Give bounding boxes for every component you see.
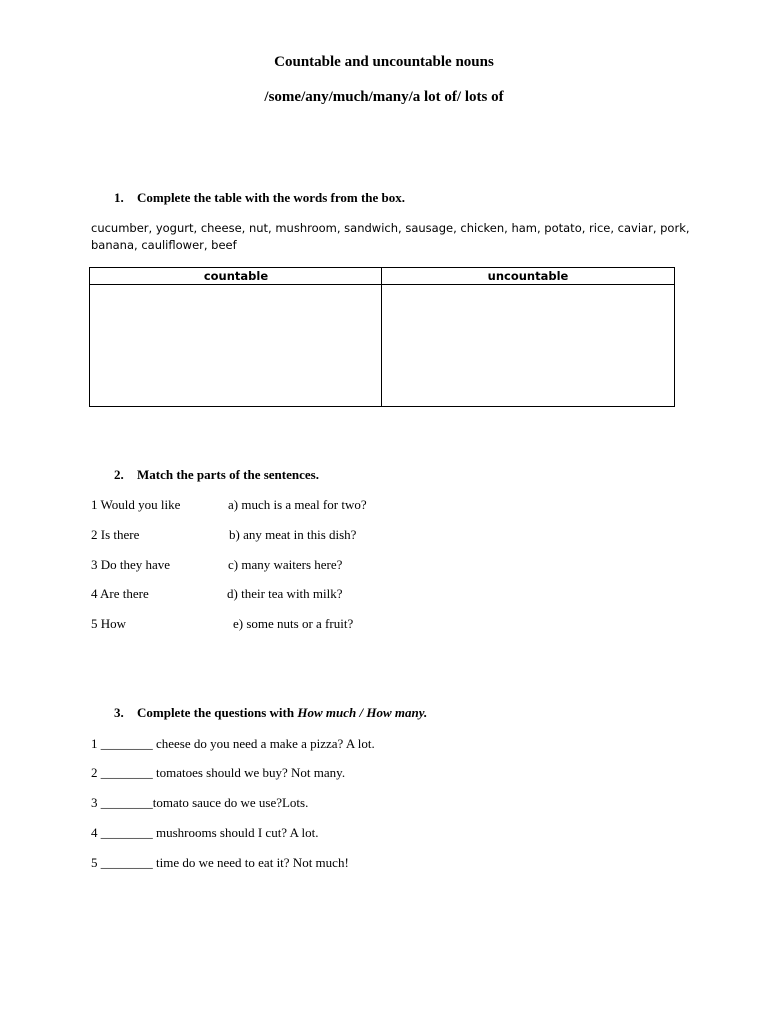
question-line: 1 ________ cheese do you need a make a pizza? A lot. [91,736,375,751]
section1-heading [114,190,405,206]
section1-number: 1. [114,190,124,205]
match-left: 1 Would you like [91,497,181,512]
section3-heading [114,705,427,721]
word-list: cucumber, yogurt, cheese, nut, mushroom, sandwich, sausage, chicken, ham, potato, rice, caviar, pork, banana, cauliflower, beef [91,221,690,252]
table-header-countable: countable [90,268,382,285]
match-right: d) their tea with milk? [227,586,343,601]
page-subtitle: /some/any/much/many/a lot of/ lots of [264,89,504,105]
match-left: 3 Do they have [91,557,171,572]
page-title: Countable and uncountable nouns [274,54,494,70]
section3-number: 3. [114,705,124,720]
match-left: 5 How [91,616,127,631]
section2-heading-text: Match the parts of the sentences. [137,467,319,482]
match-right: b) any meat in this dish? [229,527,357,542]
match-right: a) much is a meal for two? [228,497,367,512]
section3-heading-emphasis: How much / How many. [297,705,428,720]
question-line: 4 ________ mushrooms should I cut? A lot. [91,825,319,840]
question-line: 2 ________ tomatoes should we buy? Not many. [91,765,346,780]
match-left: 2 Is there [91,527,140,542]
question-line: 5 ________ time do we need to eat it? Not much! [91,855,349,870]
question-line: 3 ________tomato sauce do we use?Lots. [91,795,309,810]
match-left: 4 Are there [91,586,149,601]
match-right: e) some nuts or a fruit? [233,616,354,631]
section2-heading [114,467,319,483]
section3-heading-text: Complete the questions with [137,705,298,720]
sort-table [89,267,675,407]
match-right: c) many waiters here? [228,557,343,572]
table-column-divider [381,268,382,406]
section2-number: 2. [114,467,124,482]
section1-heading-text: Complete the table with the words from the box. [137,190,406,205]
table-header-uncountable: uncountable [382,268,674,285]
